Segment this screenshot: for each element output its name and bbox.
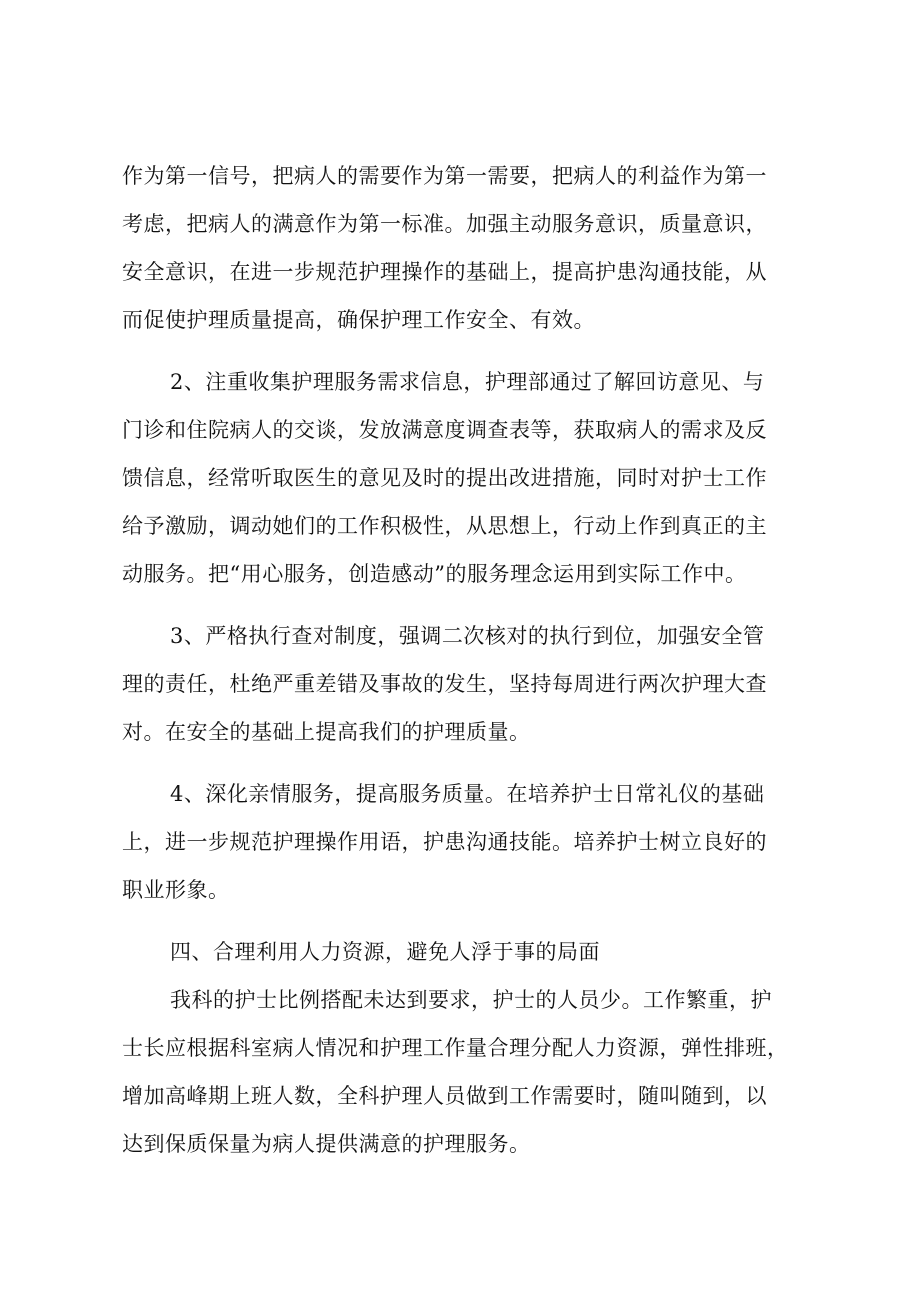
text-line: 2、注重收集护理服务需求信息，护理部通过了解回访意见、与 xyxy=(170,370,765,394)
text-line: 士长应根据科室病人情况和护理工作量合理分配人力资源，弹性排班， xyxy=(122,1036,789,1060)
text-line: 增加高峰期上班人数，全科护理人员做到工作需要时，随叫随到，以 xyxy=(122,1084,767,1108)
paragraph-item-2 xyxy=(122,358,822,598)
text-line: 门诊和住院病人的交谈，发放满意度调查表等，获取病人的需求及反 xyxy=(122,418,767,442)
text-line: 安全意识，在进一步规范护理操作的基础上，提高护患沟通技能，从 xyxy=(122,260,767,284)
text-line: 4、深化亲情服务，提高服务质量。在培养护士日常礼仪的基础 xyxy=(170,782,765,806)
text-line: 我科的护士比例搭配未达到要求，护士的人员少。工作繁重，护 xyxy=(170,988,772,1012)
text-line: 而促使护理质量提高，确保护理工作安全、有效。 xyxy=(122,308,595,332)
document-body xyxy=(122,152,822,1168)
text-line: 3、严格执行查对制度，强调二次核对的执行到位，加强安全管 xyxy=(170,624,765,648)
text-line: 给予激励，调动她们的工作积极性，从思想上，行动上作到真正的主 xyxy=(122,514,767,538)
text-line: 动服务。把“用心服务，创造感动”的服务理念运用到实际工作中。 xyxy=(122,562,747,586)
text-line: 上，进一步规范护理操作用语，护患沟通技能。培养护士树立良好的 xyxy=(122,830,767,854)
paragraph-item-3 xyxy=(122,612,822,756)
text-line: 达到保质保量为病人提供满意的护理服务。 xyxy=(122,1132,531,1156)
text-line: 作为第一信号，把病人的需要作为第一需要，把病人的利益作为第一 xyxy=(122,164,767,188)
text-line: 对。在安全的基础上提高我们的护理质量。 xyxy=(122,720,531,744)
text-line: 理的责任，杜绝严重差错及事故的发生，坚持每周进行两次护理大查 xyxy=(122,672,767,696)
text-line: 馈信息，经常听取医生的意见及时的提出改进措施，同时对护士工作 xyxy=(122,466,767,490)
paragraph-item-4 xyxy=(122,770,822,914)
paragraph-intro xyxy=(122,152,822,344)
paragraph-section-4-body xyxy=(122,976,822,1168)
section-heading xyxy=(122,928,822,976)
text-line: 考虑，把病人的满意作为第一标准。加强主动服务意识，质量意识， xyxy=(122,212,767,236)
text-line: 职业形象。 xyxy=(122,878,230,902)
section-heading-text: 四、合理利用人力资源，避免人浮于事的局面 xyxy=(170,940,600,964)
